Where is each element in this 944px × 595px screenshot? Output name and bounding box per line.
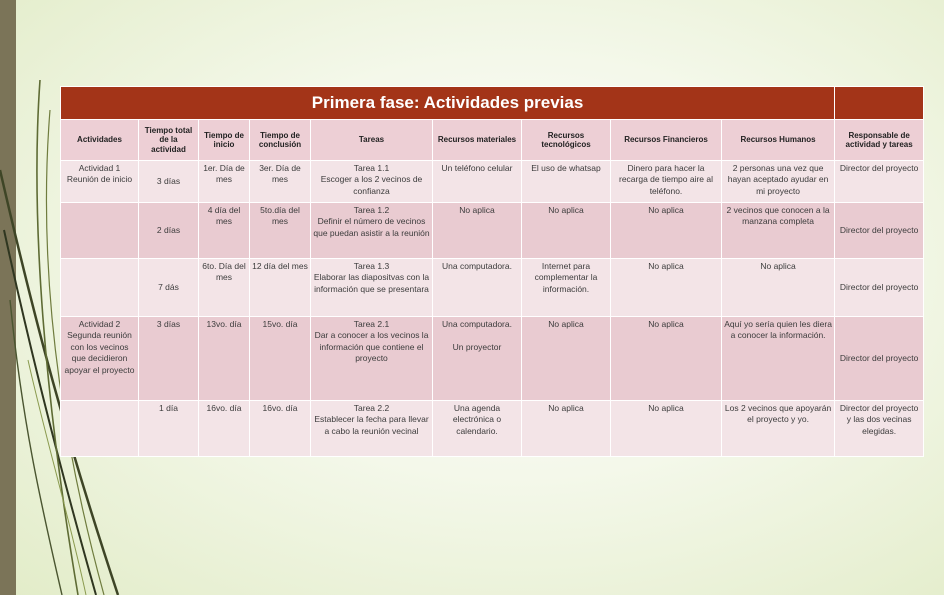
cell-responsable: Director del proyecto [835, 203, 924, 259]
cell-financieros: No aplica [611, 203, 722, 259]
cell-conclusion: 16vo. día [250, 401, 311, 457]
title-row-empty-cell [835, 87, 924, 120]
cell-tareas-text: Tarea 1.2 Definir el número de vecinos que puedan asistir a la reunión [313, 205, 430, 238]
cell-tareas [311, 317, 433, 401]
table-row [61, 259, 924, 317]
header-recursos-tecnologicos: Recursos tecnológicos [522, 120, 611, 161]
cell-responsable: Director del proyecto [835, 161, 924, 203]
cell-materiales-text: Una computadora. Un proyector [442, 319, 512, 352]
cell-tiempo-total: 2 días [139, 203, 199, 259]
cell-tareas [311, 161, 433, 203]
cell-materiales: Una computadora. [433, 259, 522, 317]
cell-financieros: Dinero para hacer la recarga de tiempo aire al teléfono. [611, 161, 722, 203]
cell-inicio: 13vo. día [199, 317, 250, 401]
header-recursos-financieros: Recursos Financieros [611, 120, 722, 161]
cell-financieros: No aplica [611, 401, 722, 457]
cell-tareas-text: Tarea 1.1 Escoger a los 2 vecinos de confianza [320, 163, 423, 196]
header-tiempo-conclusion: Tiempo de conclusión [250, 120, 311, 161]
cell-inicio: 16vo. día [199, 401, 250, 457]
cell-humanos: Los 2 vecinos que apoyarán el proyecto y yo. [722, 401, 835, 457]
cell-inicio: 6to. Día del mes [199, 259, 250, 317]
cell-tareas [311, 259, 433, 317]
cell-humanos: 2 vecinos que conocen a la manzana completa [722, 203, 835, 259]
cell-humanos: Aquí yo sería quien les diera a conocer la información. [722, 317, 835, 401]
cell-tiempo-total: 3 días [139, 161, 199, 203]
cell-tecnologicos: No aplica [522, 317, 611, 401]
cell-actividad [61, 401, 139, 457]
cell-tareas-text: Tarea 1.3 Elaborar las diapositvas con la información que se presentara [313, 261, 430, 294]
cell-tiempo-total: 1 día [139, 401, 199, 457]
cell-tiempo-total: 3 días [139, 317, 199, 401]
cell-materiales: Una agenda electrónica o calendario. [433, 401, 522, 457]
cell-actividad [61, 259, 139, 317]
cell-actividad: Actividad 1 Reunión de inicio [61, 161, 139, 203]
header-recursos-materiales: Recursos materiales [433, 120, 522, 161]
cell-tareas-text: Tarea 2.1 Dar a conocer a los vecinos la información que contiene el proyecto [314, 319, 429, 364]
table-title: Primera fase: Actividades previas [61, 87, 835, 120]
cell-materiales [433, 317, 522, 401]
header-recursos-humanos: Recursos Humanos [722, 120, 835, 161]
cell-tareas [311, 203, 433, 259]
cell-responsable: Director del proyecto [835, 259, 924, 317]
cell-financieros: No aplica [611, 259, 722, 317]
cell-responsable: Director del proyecto y las dos vecinas elegidas. [835, 401, 924, 457]
cell-conclusion: 15vo. día [250, 317, 311, 401]
cell-inicio: 1er. Día de mes [199, 161, 250, 203]
header-actividades: Actividades [61, 120, 139, 161]
cell-materiales: No aplica [433, 203, 522, 259]
header-tiempo-total: Tiempo total de la actividad [139, 120, 199, 161]
cell-tecnologicos: No aplica [522, 203, 611, 259]
cell-tecnologicos: El uso de whatsap [522, 161, 611, 203]
header-row [61, 120, 924, 161]
cell-responsable: Director del proyecto [835, 317, 924, 401]
cell-tecnologicos: No aplica [522, 401, 611, 457]
table-row [61, 203, 924, 259]
header-tiempo-inicio: Tiempo de inicio [199, 120, 250, 161]
header-tareas: Tareas [311, 120, 433, 161]
cell-actividad [61, 203, 139, 259]
table-row [61, 161, 924, 203]
cell-actividad: Actividad 2 Segunda reunión con los vecinos que decidieron apoyar el proyecto [61, 317, 139, 401]
cell-conclusion: 3er. Día de mes [250, 161, 311, 203]
header-responsable: Responsable de actividad y tareas [835, 120, 924, 161]
cell-tareas [311, 401, 433, 457]
activities-table [60, 86, 924, 457]
cell-tareas-text: Tarea 2.2 Establecer la fecha para llevar a cabo la reunión vecinal [314, 403, 429, 436]
cell-financieros: No aplica [611, 317, 722, 401]
cell-conclusion: 12 día del mes [250, 259, 311, 317]
cell-tiempo-total: 7 dás [139, 259, 199, 317]
cell-humanos: No aplica [722, 259, 835, 317]
cell-inicio: 4 día del mes [199, 203, 250, 259]
cell-tecnologicos: Internet para complementar la información. [522, 259, 611, 317]
activities-table-container [60, 86, 923, 457]
table-row [61, 401, 924, 457]
table-row [61, 317, 924, 401]
cell-materiales: Un teléfono celular [433, 161, 522, 203]
cell-conclusion: 5to.día del mes [250, 203, 311, 259]
title-row [61, 87, 924, 120]
cell-humanos: 2 personas una vez que hayan aceptado ayudar en mi proyecto [722, 161, 835, 203]
